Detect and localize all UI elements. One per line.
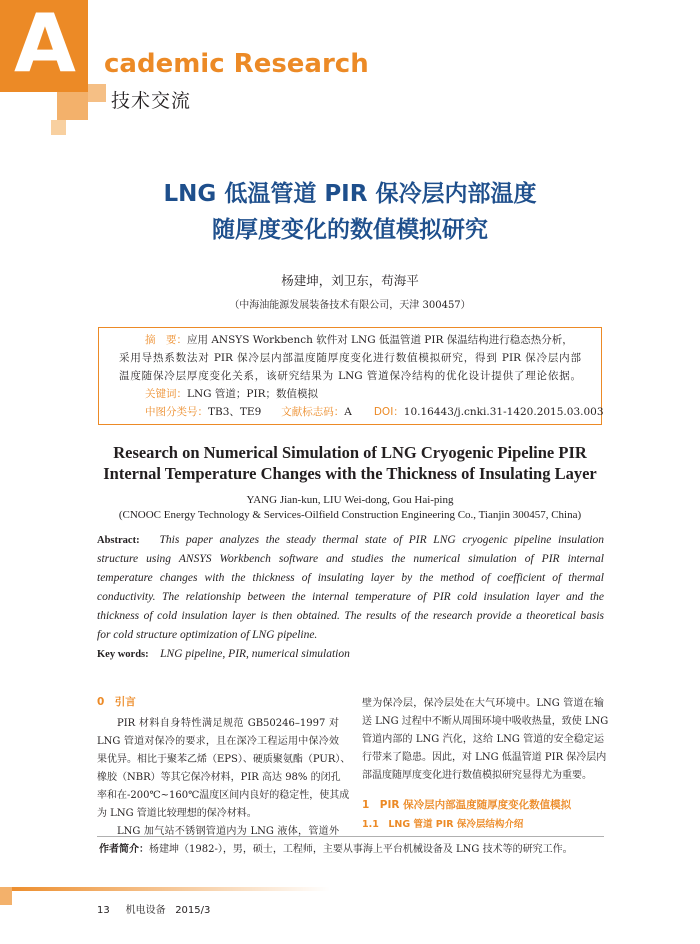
abstract-text: 温度随保冷层厚度变化关系，该研究结果为 LNG 管道保冷结构的优化设计提供了理论依据。 [119,370,581,382]
abstract-line [119,368,581,384]
keywords-text: LNG 管道；PIR；数值模拟 [187,388,319,400]
body-line: 壁为保冷层，保冷层处在大气环境中。LNG 管道在输 [362,698,604,709]
abstract-text: 应用 ANSYS Workbench 软件对 LNG 低温管道 PIR 保温结构进行稳态热分析， [187,334,573,346]
doi-label: DOI： [373,406,404,418]
decor-square [88,84,106,102]
body-line: 部温度随厚度变化进行数值模拟研究显得尤为重要。 [362,770,592,781]
doc-code-value: A [344,406,352,418]
english-abstract-line: for cold structure optimization of LNG pipeline. [97,629,318,641]
body-line: 橡胶（NBR）等其它保冷材料，PIR 高达 98% 的闭孔 [97,772,341,783]
decor-square [57,92,88,120]
body-line: LNG 加气站不锈钢管道内为 LNG 液体，管道外 [117,826,339,837]
english-title-line-1: Research on Numerical Simulation of LNG Cryogenic Pipeline PIR [113,443,587,462]
clc-label: 中图分类号： [145,406,208,418]
english-abstract-line: conductivity. The relationship between the internal temperature of PIR cold insulation layer and the [97,591,604,603]
journal-name: 机电设备 [125,905,166,916]
heading-section-1-1: 1.1 LNG 管道 PIR 保冷层结构介绍 [362,819,524,830]
page-number: 13 [97,905,110,916]
english-keywords-line [97,648,604,660]
issue: 2015/3 [175,905,211,916]
logo-block [0,0,88,92]
abstract-text: 采用导热系数法对 PIR 保冷层内部温度随厚度变化进行数值模拟研究，得到 PIR 保冷层内部 [119,352,581,364]
section-title: cademic Research [104,49,369,79]
body-line: PIR 材料自身特性满足规范 GB50246–1997 对 [117,718,339,729]
body-line: 行带来了隐患。因此，对 LNG 低温管道 PIR 保冷层内 [362,752,607,763]
english-abstract-line [97,534,604,546]
body-line: 率和在-200℃~160℃温度区间内良好的稳定性，使其成 [97,790,350,801]
body-line: 管道内部的 LNG 汽化，这给 LNG 管道的安全稳定运 [362,734,604,745]
english-keywords-label: Key words: [97,649,149,660]
paper-title-line-1: LNG 低温管道 PIR 保冷层内部温度 [163,181,537,207]
heading-section-1: 1 PIR 保冷层内部温度随厚度变化数值模拟 [362,799,572,811]
clc-value: TB3、TE9 [208,406,262,418]
body-line: 果优异。相比于聚苯乙烯（EPS）、硬质聚氨酯（PUR）、 [97,754,351,765]
decor-square [0,887,12,905]
abstract-box [98,327,602,425]
footer-rule [0,887,330,891]
english-authors: YANG Jian-kun, LIU Wei-dong, Gou Hai-ping [246,494,454,506]
paper-title-line-2: 随厚度变化的数值模拟研究 [212,217,488,243]
english-abstract-label: Abstract: [97,535,140,546]
decor-square [51,120,66,135]
logo-letter: A [14,0,76,90]
english-abstract-line: temperature changes with the thickness of insulating layer by the method of coefficient of thermal [97,572,604,584]
english-keywords-text: LNG pipeline, PIR, numerical simulation [160,648,350,660]
english-abstract-line: structure using ANSYS Workbench software and studies the numerical simulation of PIR internal [97,553,604,565]
body-line: 送 LNG 过程中不断从周围环境中吸收热量，致使 LNG [362,716,609,727]
footnote [99,840,573,855]
classification-line [145,404,604,420]
english-title-line-2: Internal Temperature Changes with the Thickness of Insulating Layer [103,464,597,483]
authors: 杨建坤，刘卫东，苟海平 [281,273,419,288]
english-affiliation: (CNOOC Energy Technology & Services-Oilfield Construction Engineering Co., Tianjin 300457, China) [118,509,582,521]
folio [97,901,210,916]
body-line: 为 LNG 管道比较理想的保冷材料。 [97,808,257,819]
keywords-line [145,386,318,402]
affiliation: （中海油能源发展装备技术有限公司，天津 300457） [229,300,471,311]
section-subtitle: 技术交流 [111,90,192,112]
body-line: LNG 管道对保冷的要求，且在深冷工程运用中保冷效 [97,736,339,747]
footnote-text: 杨建坤（1982-），男，硕士，工程师，主要从事海上平台机械设备及 LNG 技术等的研究工作。 [149,844,573,855]
doi-value: 10.16443/j.cnki.31-1420.2015.03.003 [403,406,604,418]
abstract-line [119,350,581,366]
footnote-divider [97,836,604,837]
keywords-label: 关键词： [145,388,187,400]
abstract-label: 摘 要： [145,334,187,346]
english-abstract-text: This paper analyzes the steady thermal state of PIR LNG cryogenic pipeline insulation [159,534,604,546]
footnote-label: 作者简介： [99,844,149,855]
doc-code-label: 文献标志码： [281,406,345,418]
heading-introduction: 0 引言 [97,696,136,708]
english-abstract-line: thickness of cold insulation layer is then obtained. The results of the research provide a theoretical basis [97,610,604,622]
abstract-line [145,332,573,348]
